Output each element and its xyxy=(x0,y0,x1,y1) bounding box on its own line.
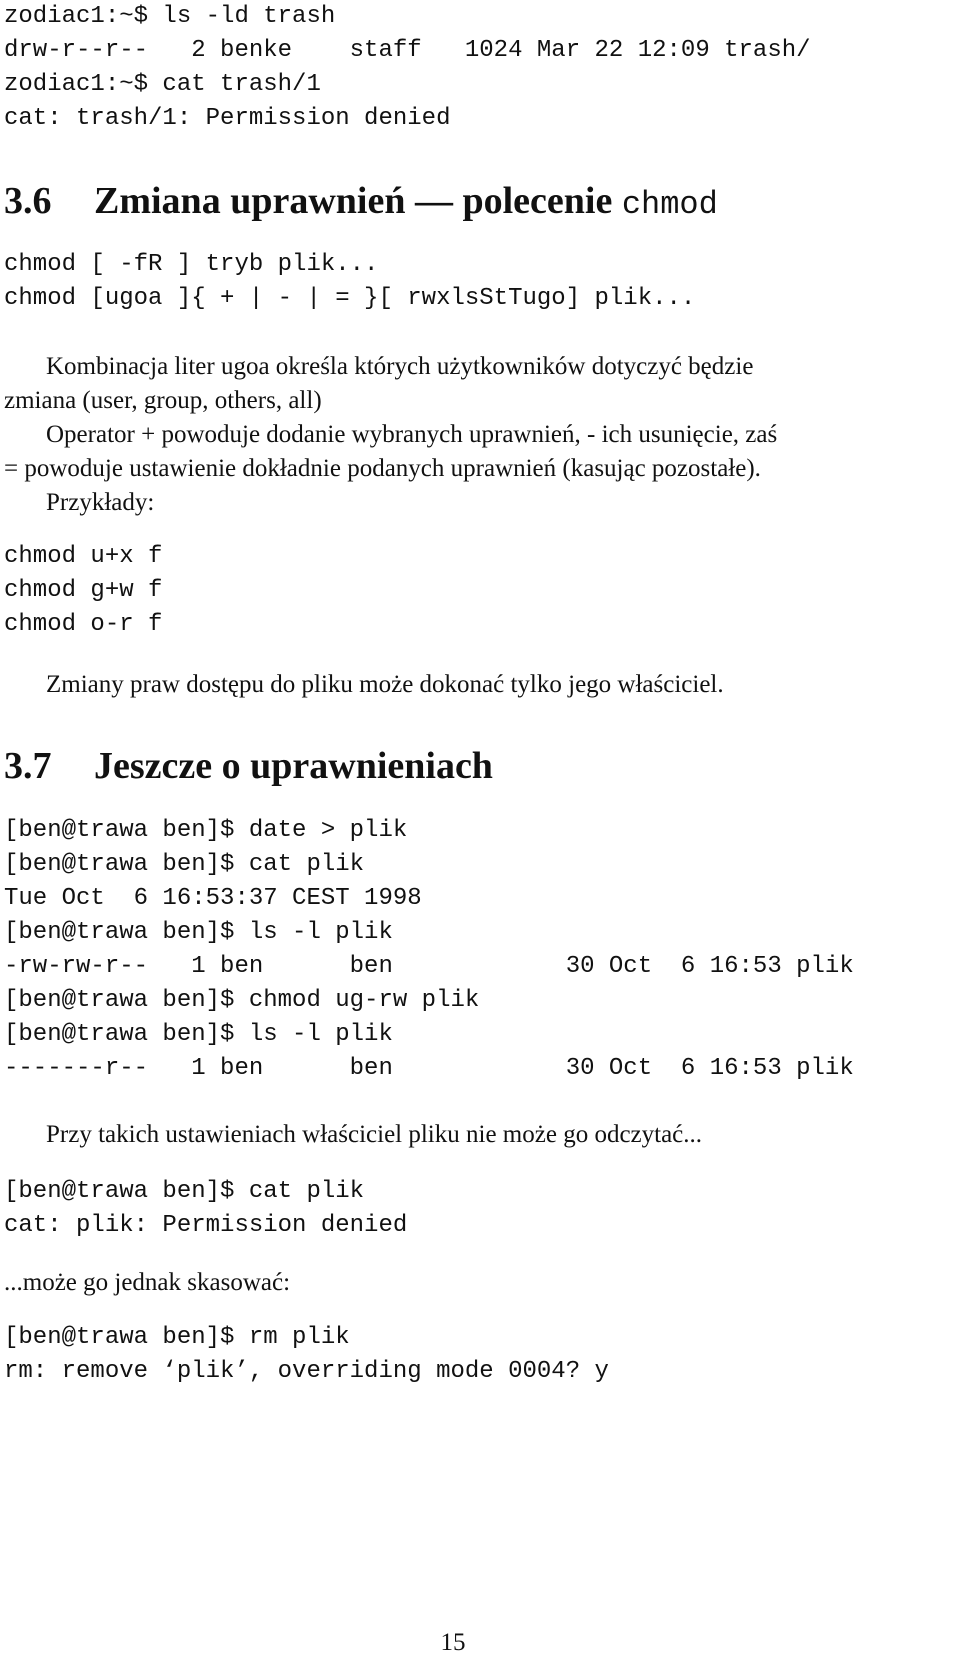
description-line: zmiana (user, group, others, all) xyxy=(4,387,322,414)
terminal-line: rm: remove ‘plik’, overriding mode 0004? y xyxy=(4,1358,609,1385)
terminal-session-3 xyxy=(4,1321,609,1389)
section-title-command: chmod xyxy=(621,186,718,223)
top-terminal-block xyxy=(4,0,811,136)
example-line: chmod g+w f xyxy=(4,577,163,604)
description-line: Kombinacja liter ugoa określa których użytkowników dotyczyć będzie xyxy=(46,353,754,380)
delete-note xyxy=(4,1266,954,1300)
terminal-line: [ben@trawa ben]$ ls -l plik xyxy=(4,1021,393,1048)
terminal-line: [ben@trawa ben]$ cat plik xyxy=(4,1178,365,1205)
owner-note xyxy=(4,668,954,702)
description-line: Operator + powoduje dodanie wybranych uprawnień, - ich usunięcie, zaś xyxy=(46,421,778,448)
terminal-line: [ben@trawa ben]$ rm plik xyxy=(4,1324,350,1351)
terminal-line: Tue Oct 6 16:53:37 CEST 1998 xyxy=(4,885,422,912)
terminal-line: [ben@trawa ben]$ cat plik xyxy=(4,851,365,878)
section-number: 3.7 xyxy=(4,745,52,787)
section-heading-3-7 xyxy=(4,743,493,789)
read-note-text: Przy takich ustawieniach właściciel pliku nie może go odczytać... xyxy=(46,1121,703,1148)
terminal-line: -------r-- 1 ben ben 30 Oct 6 16:53 plik xyxy=(4,1055,854,1082)
terminal-session-1 xyxy=(4,814,854,1086)
synopsis-line: chmod [ -fR ] tryb plik... xyxy=(4,251,379,278)
terminal-line: [ben@trawa ben]$ ls -l plik xyxy=(4,919,393,946)
terminal-line: drw-r--r-- 2 benke staff 1024 Mar 22 12:09 trash/ xyxy=(4,37,811,64)
description-line: = powoduje ustawienie dokładnie podanych uprawnień (kasując pozostałe). xyxy=(4,455,761,482)
terminal-line: [ben@trawa ben]$ date > plik xyxy=(4,817,408,844)
terminal-line: zodiac1:~$ cat trash/1 xyxy=(4,71,321,98)
chmod-synopsis xyxy=(4,248,695,316)
terminal-session-2 xyxy=(4,1175,407,1243)
chmod-description xyxy=(4,350,954,520)
example-line: chmod u+x f xyxy=(4,543,163,570)
section-number: 3.6 xyxy=(4,180,52,222)
terminal-line: zodiac1:~$ ls -ld trash xyxy=(4,3,336,30)
owner-note-text: Zmiany praw dostępu do pliku może dokonać tylko jego właściciel. xyxy=(46,671,724,698)
terminal-line: -rw-rw-r-- 1 ben ben 30 Oct 6 16:53 plik xyxy=(4,953,854,980)
example-line: chmod o-r f xyxy=(4,611,163,638)
terminal-line: [ben@trawa ben]$ chmod ug-rw plik xyxy=(4,987,480,1014)
section-heading-3-6 xyxy=(4,178,718,228)
section-title: Jeszcze o uprawnieniach xyxy=(94,745,493,787)
read-note xyxy=(4,1118,954,1152)
synopsis-line: chmod [ugoa ]{ + | - | = }[ rwxlsStTugo] plik... xyxy=(4,285,696,312)
chmod-examples xyxy=(4,540,162,642)
terminal-line: cat: plik: Permission denied xyxy=(4,1212,408,1239)
description-line: Przykłady: xyxy=(46,489,155,516)
section-title: Zmiana uprawnień — polecenie xyxy=(94,180,613,222)
delete-note-text: ...może go jednak skasować: xyxy=(4,1269,291,1296)
page-number: 15 xyxy=(440,1629,466,1656)
terminal-line: cat: trash/1: Permission denied xyxy=(4,105,451,132)
